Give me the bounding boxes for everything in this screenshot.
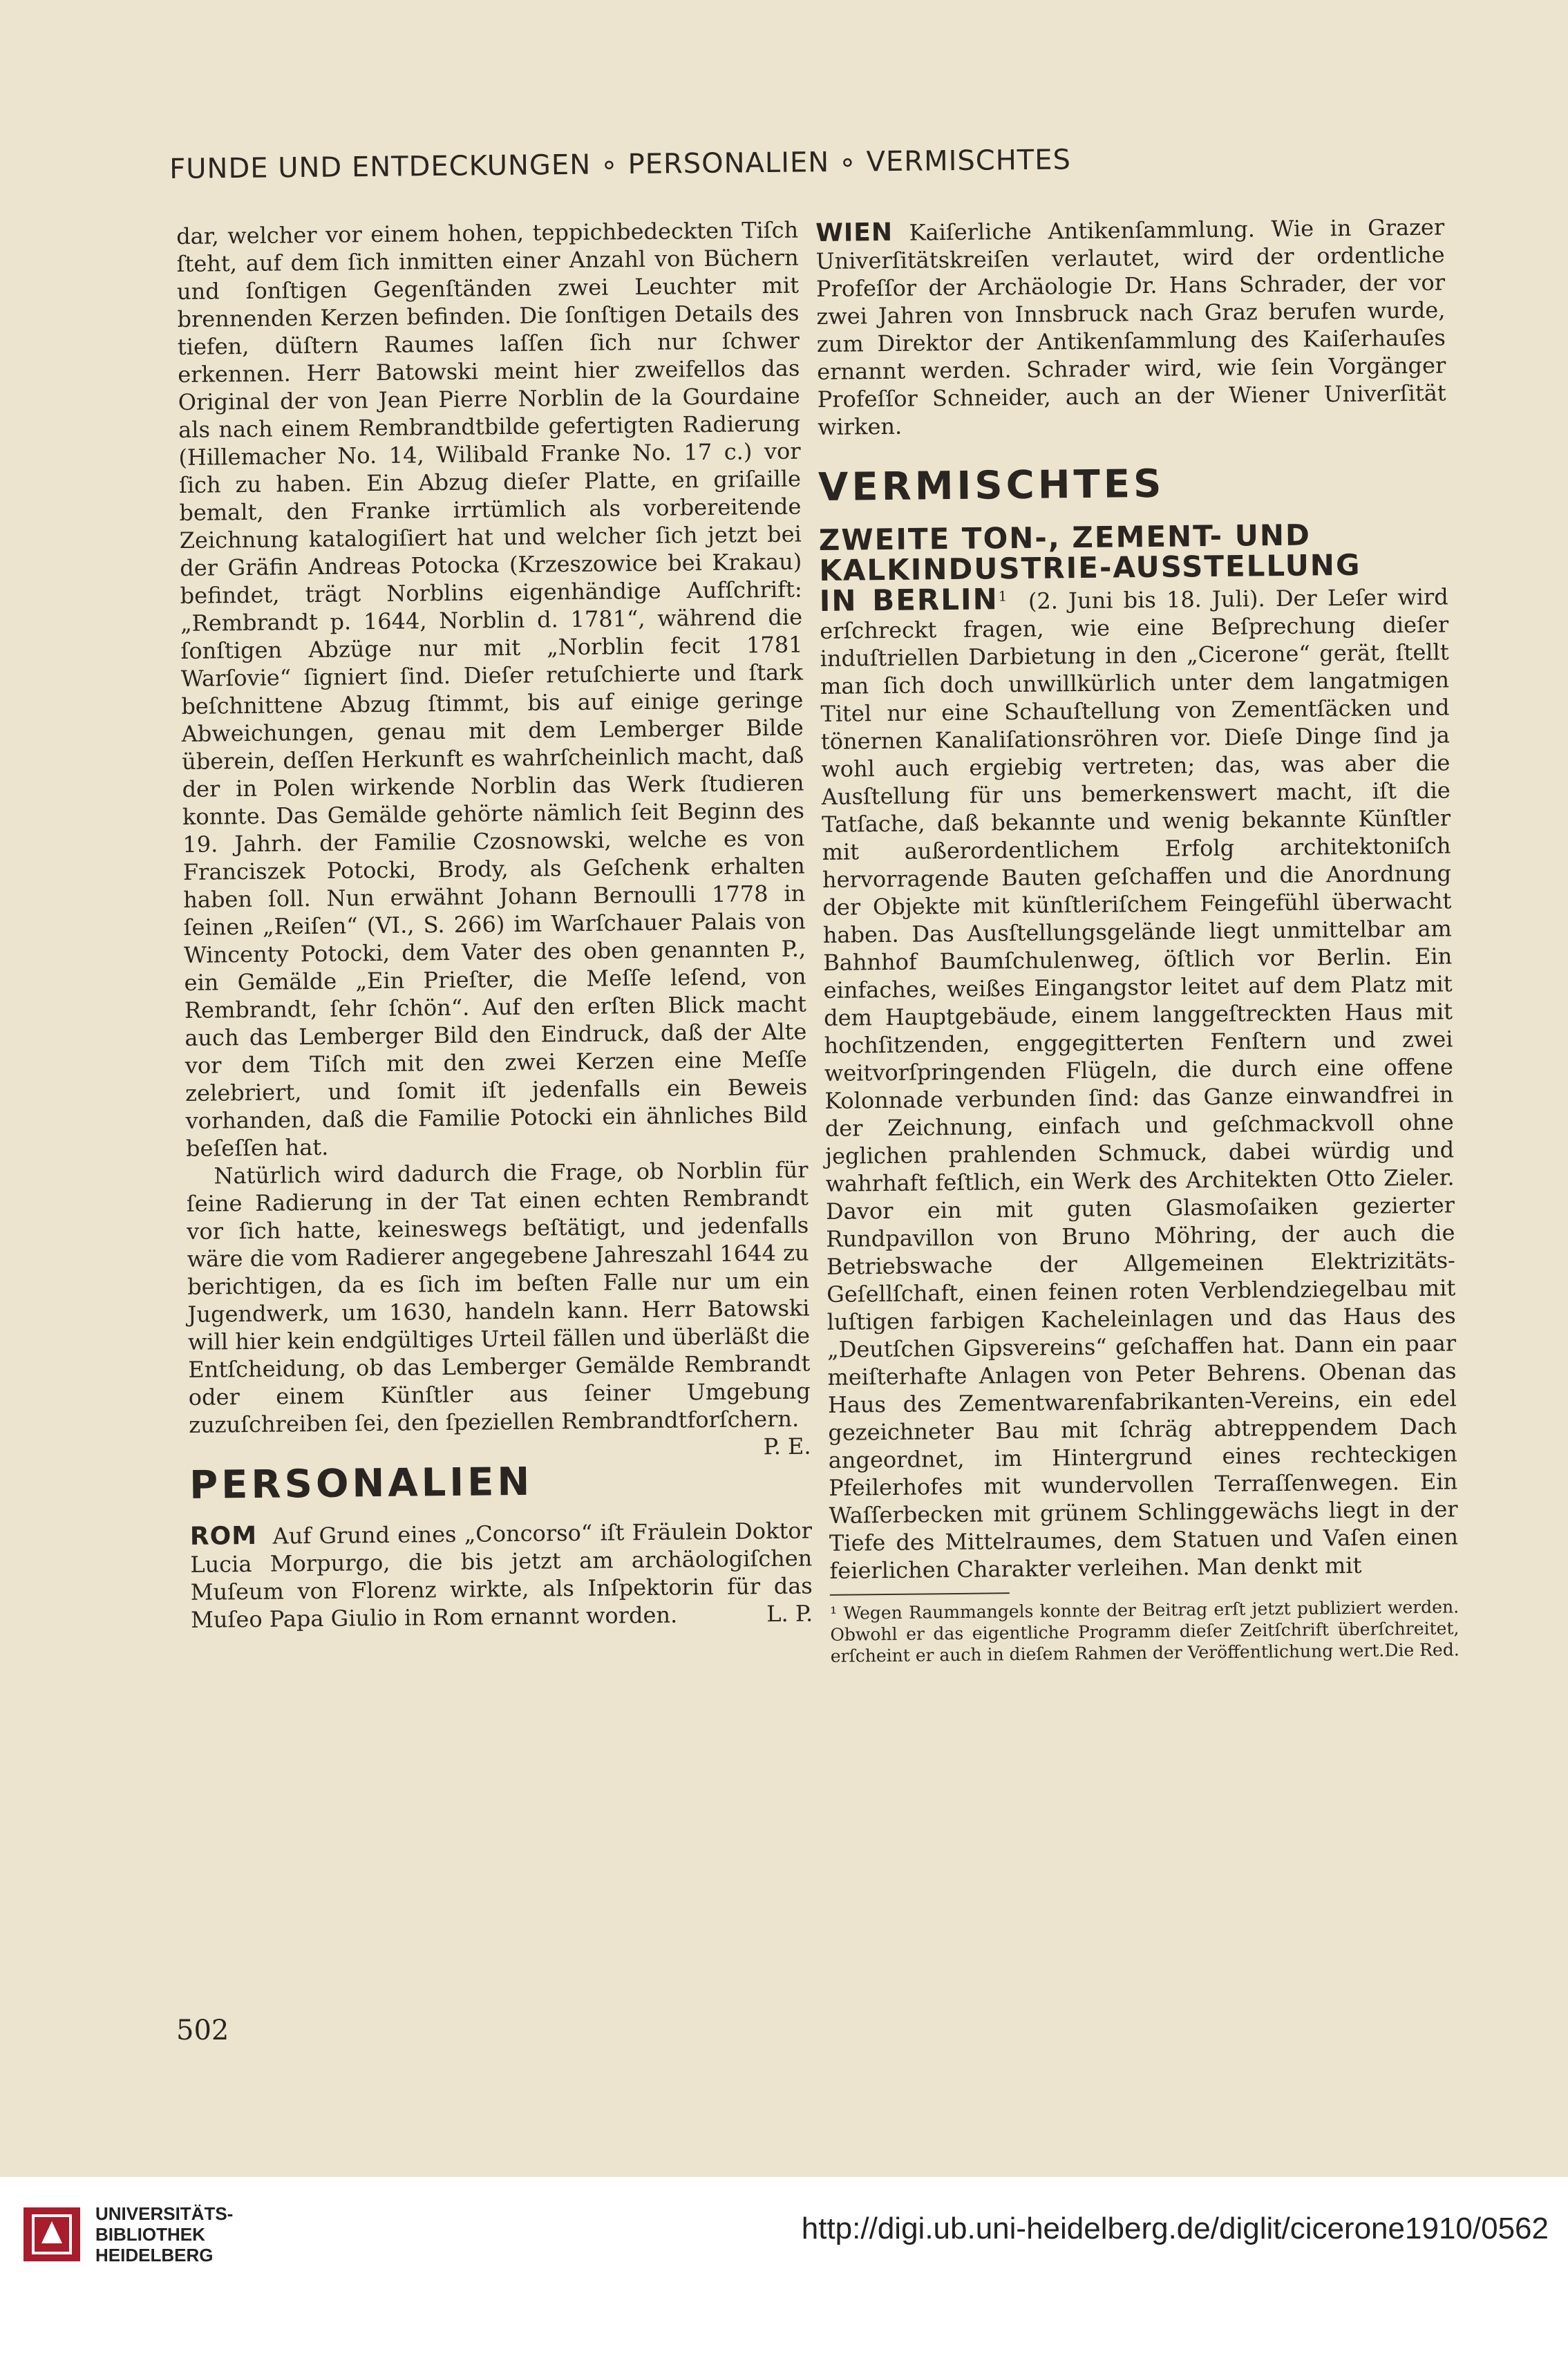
right-column	[815, 213, 1460, 1666]
entry-rom	[190, 1516, 813, 1633]
keyword-wien: WIEN	[815, 218, 894, 247]
footnote-signature: Die Red.	[1384, 1639, 1460, 1661]
permalink-url[interactable]: http://digi.ub.uni-heidelberg.de/diglit/cicerone1910/0562	[801, 2212, 1549, 2245]
footnote-reference: 1	[998, 587, 1008, 605]
article-heading: ZWEITE TON-, ZEMENT- UND KALKINDUSTRIE-AUSSTELLUNG	[818, 518, 1361, 587]
author-initials: L. P.	[766, 1600, 813, 1628]
article-body	[820, 579, 1459, 1584]
paragraph-norblin: dar, welcher vor einem hohen, teppichbedeckten Tiſch ſteht, auf dem ſich inmitten einer Anzahl von Büchern und ſonſtigen Gegenſtänden zwei Leuchter mit brennenden Kerzen befinden. Die ſonſtigen Details des tiefen, düſtern Raumes laſſen ſich nur ſchwer erkennen. Herr Batowski meint hier zweifellos das Original der von Jean Pierre Norblin de la Gourdaine als nach einem Rembrandtbilde gefertigten Radierung (Hillemacher No. 14, Wilibald Franke No. 17 c.) vor ſich zu haben. Ein Abzug dieſer Platte, en griſaille bemalt, den Franke irrtümlich als vorbereitende Zeichnung katalogiſiert hat und welcher ſich jetzt bei der Gräfin Andreas Potocka (Krzeszowice bei Krakau) befindet, trägt Norblins eigenhändige Aufſchrift: „Rembrandt p. 1644, Norblin d. 1781“, während die ſonſtigen Abzüge nur mit „Norblin fecit 1781 Warſovie“ ſigniert ſind. Dieſer retuſchierte und ſtark beſchnittene Abzug ſtimmt, bis auf einige geringe Abweichungen, genau mit dem Lemberger Bilde überein, deſſen Herkunft es wahrſcheinlich macht, daß der in Polen wirkende Norblin das Werk ſtudieren konnte. Das Gemälde gehörte nämlich ſeit Beginn des 19. Jahrh. der Familie Czosnowski, welche es von Franciszek Potocki, Brody, als Geſchenk erhalten haben ſoll. Nun erwähnt Johann Bernoulli 1778 in ſeinen „Reiſen“ (VI., S. 266) im Warſchauer Palais von Wincenty Potocki, dem Vater des oben genannten P., ein Gemälde „Ein Prieſter, die Meſſe leſend, von Rembrandt, ſehr ſchön“. Auf den erſten Blick macht auch das Lemberger Bild den Eindruck, daß der Alte vor dem Tiſch mit den zwei Kerzen eine Meſſe zelebriert, und ſomit iſt jedenfalls ein Beweis vorhanden, daß die Familie Potocki ein ähnliches Bild beſeſſen hat.	[176, 216, 808, 1162]
entry-wien-text: Kaiſerliche Antikenſammlung. Wie in Grazer Univerſitätskreiſen verlautet, wird der ordentliche Profeſſor der Archäologie Dr. Hans Schrader, der vor zwei Jahren von Innsbruck nach Graz berufen wurde, zum Direktor der Antikenſammlung des Kaiſerhauſes ernannt werden. Schrader wird, wie ſein Vorgänger Profeſſor Schneider, auch an der Wiener Univerſität wirken.	[815, 214, 1446, 440]
entry-rom-text: Auf Grund eines „Concorso“ iſt Fräulein Doktor Lucia Morpurgo, die bis jetzt am archäologiſchen Muſeum von Florenz wirkte, als Inſpektorin für das Muſeo Papa Giulio in Rom ernannt worden.	[190, 1517, 813, 1633]
footnote-divider	[830, 1592, 1010, 1596]
footnote-text: ¹ Wegen Raummangels konnte der Beitrag erſt jetzt publiziert werden. Obwohl er das eigentliche Programm dieſer Zeitſchrift überſchreitet, erſcheint er auch in dieſem Rahmen der Veröffentlichung wert.	[829, 1596, 1460, 1666]
article-body-text: (2. Juni bis 18. Juli). Der Leſer wird erſchreckt fragen, wie eine Beſprechung dieſer induſtriellen Darbietung in den „Cicerone“ gerät, ſtellt man ſich doch unwillkürlich unter dem langatmigen Titel nur eine Schauſtellung von Zementſäcken und tönernen Kanaliſationsröhren vor. Dieſe Dinge ſind ja wohl auch ergiebig vertreten; das, was aber die Ausſtellung für uns bemerkenswert macht, iſt die Tatſache, daß bekannte und wenig bekannte Künſtler mit außerordentlichem Erfolg architektoniſch hervorragende Bauten geſchaffen und die Anordnung der Objekte mit künſtleriſchem Feingefühl überwacht haben. Das Ausſtellungsgelände liegt unmittelbar am Bahnhof Baumſchulenweg, öſtlich vor Berlin. Ein einfaches, weißes Eingangstor leitet auf dem Platz mit dem Hauptgebäude, einem langgeſtreckten Haus mit hochſitzenden, enggegitterten Fenſtern und zwei weitvorſpringenden Flügeln, die durch eine offene Kolonnade verbunden ſind: das Ganze einwandfrei in der Zeichnung, einfach und geſchmackvoll ohne jeglichen prahlenden Schmuck, dabei würdig und wahrhaft feſtlich, ein Werk des Architekten Otto Zieler. Davor ein mit guten Glasmoſaiken gezierter Rundpavillon von Bruno Möhring, der auch die Betriebswache der Allgemeinen Elektrizitäts-Geſellſchaft, einen feinen roten Verblendziegelbau mit luſtigen farbigen Kacheleinlagen und das Haus des „Deutſchen Gipsvereins“ geſchaffen hat. Dann ein paar meiſterhafte Anlagen von Peter Behrens. Obenan das Haus des Zementwarenfabrikanten-Vereins, ein edel gezeichneter Bau mit ſchräg abtreppendem Dach angeordnet, im Hintergrund eines rechteckigen Pfeilerhofes mit wundervollen Terraſſenwegen. Ein Waſſerbecken mit grünem Schlinggewächs liegt in der Tiefe des Mittelraumes, dem Statuen und Vaſen einen feierlichen Charakter verleihen. Man denkt mit	[820, 583, 1459, 1584]
section-heading-personalien: PERSONALIEN	[189, 1459, 533, 1508]
entry-wien	[815, 213, 1446, 441]
running-head: FUNDE UND ENTDECKUNGEN ∘ PERSONALIEN ∘ VERMISCHTES	[169, 144, 1072, 185]
paragraph-conclusion	[186, 1156, 811, 1460]
keyword-rom: ROM	[189, 1521, 258, 1551]
library-seal-icon	[21, 2205, 83, 2264]
article-heading-location: IN BERLIN	[819, 582, 999, 618]
left-column	[176, 216, 813, 1634]
page-number: 502	[176, 2015, 229, 2046]
author-initials: P. E.	[763, 1433, 811, 1460]
footnote	[830, 1596, 1460, 1667]
footer-bar	[0, 2177, 1568, 2365]
paragraph-conclusion-text: Natürlich wird dadurch die Frage, ob Norblin für ſeine Radierung in der Tat einen echten Rembrandt vor ſich hatte, keineswegs beſtätigt, und jedenfalls wäre die vom Radierer angegebene Jahreszahl 1644 zu berichtigen, da es ſich im beſten Falle nur um ein Jugendwerk, um 1630, handeln kann. Herr Batowski will hier kein endgültiges Urteil fällen und überläßt die Entſcheidung, ob das Lemberger Gemälde Rembrandt oder einem Künſtler aus ſeiner Umgebung zuzuſchreiben ſei, den ſpeziellen Rembrandtforſchern.	[186, 1156, 811, 1438]
section-heading-vermischtes: VERMISCHTES	[818, 461, 1165, 510]
library-name: UNIVERSITÄTS- BIBLIOTHEK HEIDELBERG	[95, 2203, 234, 2265]
